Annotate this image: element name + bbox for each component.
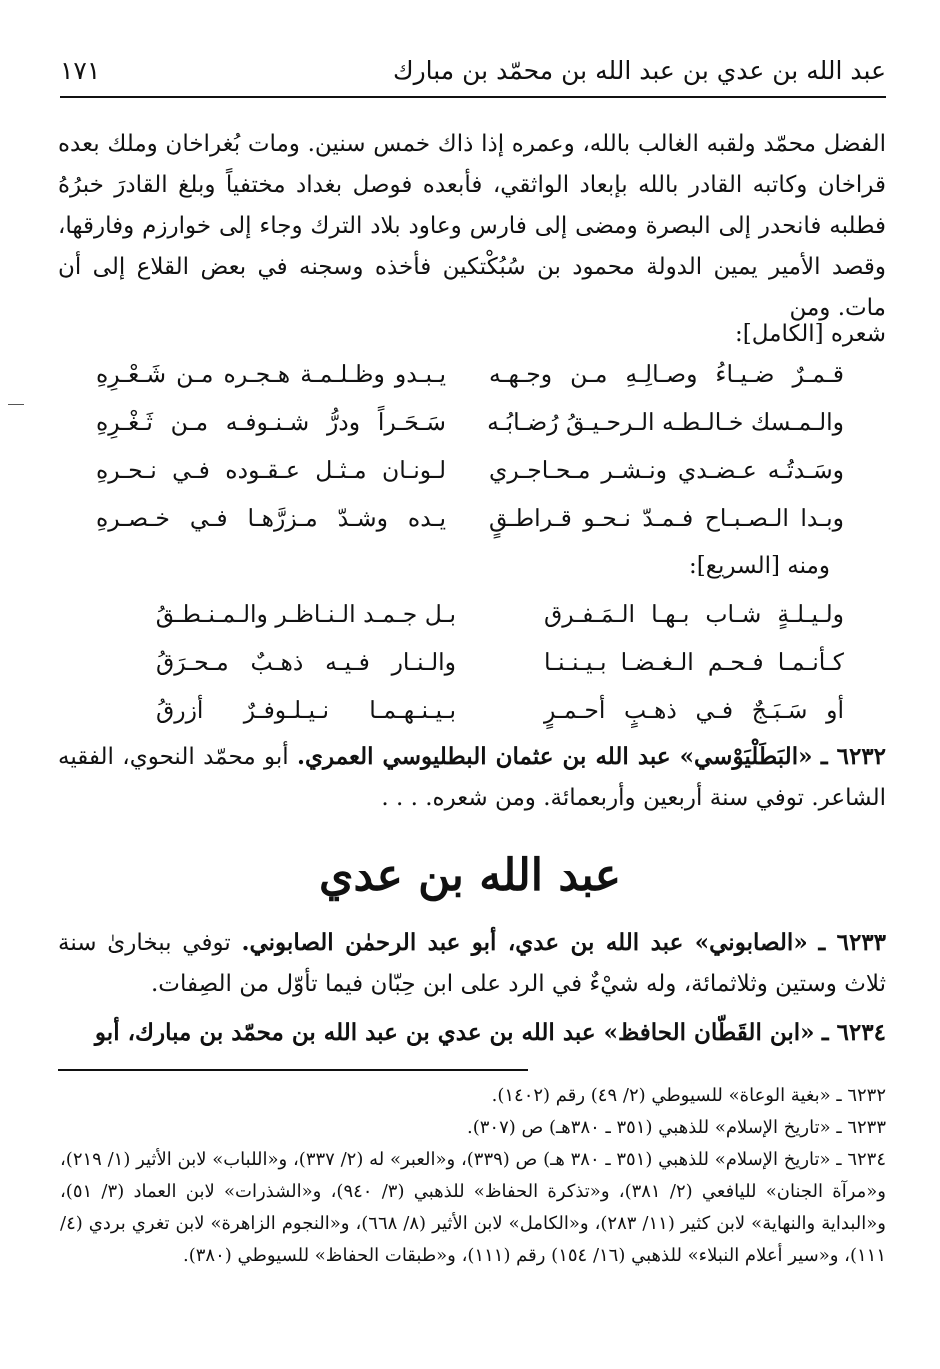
verse-line bbox=[96, 494, 844, 542]
entry-name: «ابن القَطّان الحافظ» عبد الله بن عدي بن عبد الله بن محمّد بن مبارك، أبو bbox=[94, 1019, 815, 1046]
verse-second-hemistich: بـيـنـهـمـا نـيـلـوفـرٌ أزرقُ bbox=[156, 696, 456, 724]
entry-6233 bbox=[58, 922, 886, 1005]
poem-sari bbox=[96, 590, 844, 734]
verse-line bbox=[96, 686, 844, 734]
verse-first-hemistich: وبـدا الـصـبـاح فـمـدّ نـحـو قـراطـقٍ bbox=[489, 504, 844, 532]
entry-name: «البَطَلْيَوْسي» عبد الله بن عثمان البطليوسي العمري. bbox=[297, 743, 813, 770]
verse-first-hemistich: أو سَـبَـجٌ فـي ذهـبٍ أحـمـرٍ bbox=[544, 696, 844, 724]
entry-number: ٦٢٣٣ ـ bbox=[818, 929, 887, 956]
poem-meter-label: شعره [الكامل]: bbox=[735, 321, 886, 347]
entry-6232 bbox=[58, 736, 886, 819]
page-number: ١٧١ bbox=[60, 56, 101, 85]
footnotes bbox=[60, 1080, 886, 1272]
verse-line bbox=[96, 638, 844, 686]
entry-paragraph bbox=[58, 736, 886, 819]
section-heading: عبد الله بن عدي bbox=[319, 850, 621, 901]
verse-first-hemistich: قـمـرٌ ضـيـاءُ وصـالِـهِ مـن وجـهـه bbox=[489, 360, 844, 388]
entry-paragraph bbox=[58, 922, 886, 1005]
verse-first-hemistich: كـأنـمـا فـحـم الـغـضـا بـيـنـنـا bbox=[544, 648, 844, 676]
verse-second-hemistich: يـبـدو وظـلـمـة هـجـره مـن شَـعْـرِهِ bbox=[96, 360, 446, 388]
verse-line bbox=[96, 398, 844, 446]
entry-number: ٦٢٣٤ ـ bbox=[821, 1019, 886, 1046]
verse-second-hemistich: والـنـار فـيـه ذهـبٌ مـحـرَقُ bbox=[156, 648, 456, 676]
verse-line bbox=[96, 350, 844, 398]
verse-first-hemistich: ولـيـلـةٍ شـاب بـهـا الـمَـفـرق bbox=[544, 600, 844, 628]
verse-line bbox=[96, 590, 844, 638]
verse-line bbox=[96, 446, 844, 494]
intro-text: الفضل محمّد ولقبه الغالب بالله، وعمره إذا ذاك خمس سنين. ومات بُغراخان وملك بعده قراخان وكاتبه القادر بالله بإبعاد الواثقي، فأبعده فوصل بغداد مختفياً وبلغ القادرَ خبرُهُ فطلبه فانحدر إلى البصرة ومضى إلى فارس وعاود بلاد الترك وجاء إلى خوارزم وفارقها، وقصد الأمير يمين الدولة محمود بن سُبُكْتكين فأخذه وسجنه في بعض القلاع إلى أن مات. ومن bbox=[58, 131, 886, 321]
footnote: ٦٢٣٢ ـ «بغية الوعاة» للسيوطي (٢/ ٤٩) رقم (١٤٠٢). bbox=[491, 1085, 886, 1106]
verse-second-hemistich: بـل جـمـد الـنـاظـر والـمـنـطـقُ bbox=[155, 600, 456, 628]
page-header bbox=[60, 52, 886, 98]
verse-second-hemistich: سَـحَـراً ودرُّ شـنـوفـه مـن ثَـغْـرِهِ bbox=[96, 408, 446, 436]
entry-text: توفي ببخارىٰ سنة ثلاث وستين وثلاثمائة، وله شيْءٌ في الرد على ابن حِبّان فيما تأوّل من الصِفات. bbox=[58, 930, 886, 997]
poem-kamil bbox=[96, 350, 844, 542]
running-title: عبد الله بن عدي بن عبد الله بن محمّد بن مبارك bbox=[392, 56, 886, 85]
verse-second-hemistich: لـونـان مـثـل عـقـوده فـي نـحـرهِ bbox=[96, 456, 446, 484]
entry-6234 bbox=[58, 1012, 886, 1054]
verse-first-hemistich: وسَـدتُـه عـضـدي ونـشـر مـحـاجـري bbox=[489, 456, 844, 484]
margin-mark bbox=[8, 404, 24, 405]
poem-meter-label: ومنه [السريع]: bbox=[689, 553, 830, 579]
entry-number: ٦٢٣٢ ـ bbox=[820, 743, 887, 770]
entry-name: «الصابوني» عبد الله بن عدي، أبو عبد الرحمٰن الصابوني. bbox=[241, 929, 808, 956]
footnote: ٦٢٣٣ ـ «تاريخ الإسلام» للذهبي (٣٥١ ـ ٣٨٠هـ) ص (٣٠٧). bbox=[467, 1117, 886, 1138]
entry-paragraph bbox=[58, 1012, 886, 1054]
verse-second-hemistich: يـده وشـدّ مـزرَّهـا فـي خـصـرهِ bbox=[96, 504, 446, 532]
verse-first-hemistich: والـمـسك خـالـطـه الـرحـيـقُ رُضـابُـه bbox=[487, 408, 844, 436]
entry-text: أبو محمّد النحوي، الفقيه الشاعر. توفي سنة أربعين وأربعمائة. ومن شعره. . . . bbox=[58, 744, 886, 811]
footnote-divider bbox=[58, 1069, 528, 1071]
intro-paragraph bbox=[58, 124, 886, 329]
footnote: ٦٢٣٤ ـ «تاريخ الإسلام» للذهبي (٣٥١ ـ ٣٨٠ هـ) ص (٣٣٩)، و«العبر» له (٢/ ٣٣٧)، و«اللباب» لابن الأثير (١/ ٢١٩)، و«مرآة الجنان» لليافعي (٢/ ٣٨١)، و«تذكرة الحفاظ» للذهبي (٣/ ٩٤٠)، و«الشذرات» لابن العماد (٣/ ٥١)، و«البداية والنهاية» لابن كثير (١١/ ٢٨٣)، و«الكامل» لابن الأثير (٨/ ٦٦٨)، و«النجوم الزاهرة» لابن تغري بردي (٤/ ١١١)، و«سير أعلام النبلاء» للذهبي (١٦/ ١٥٤) رقم (١١١)، و«طبقات الحفاظ» للسيوطي (٣٨٠). bbox=[60, 1149, 886, 1266]
